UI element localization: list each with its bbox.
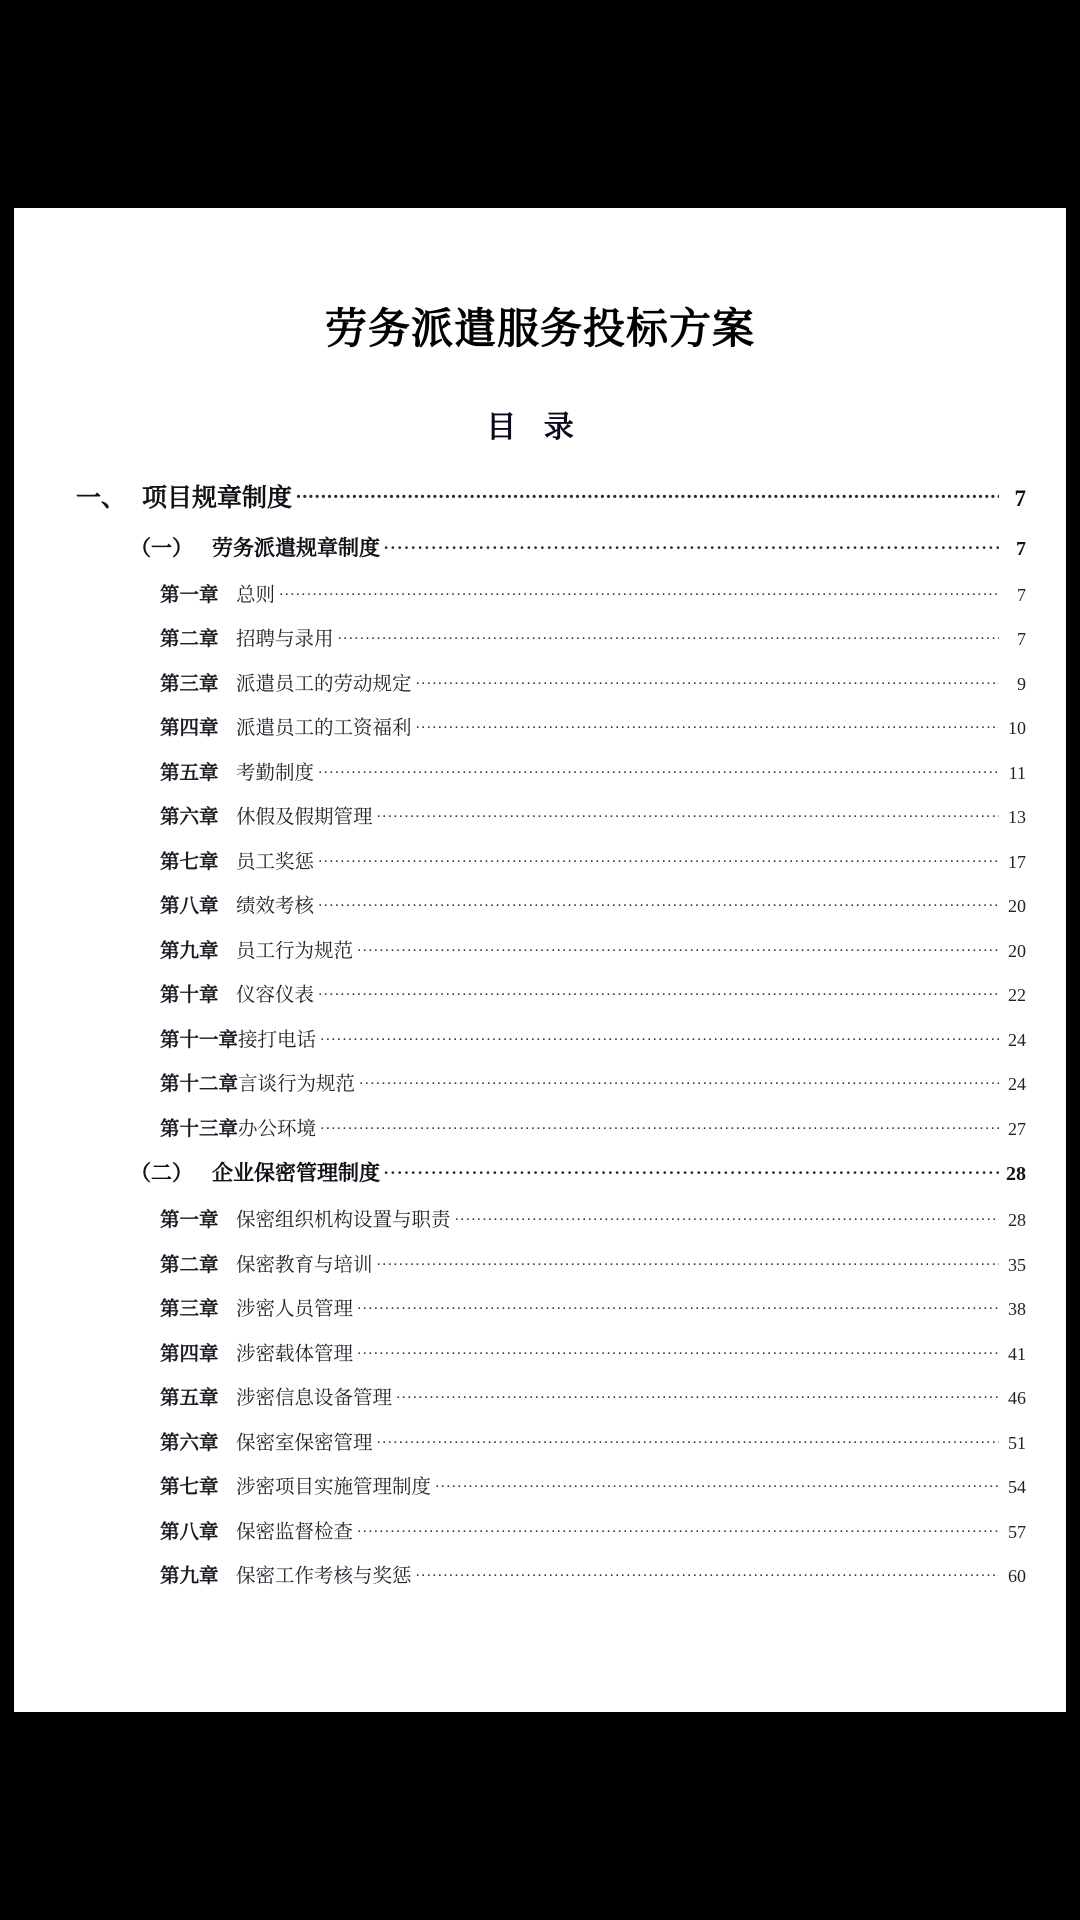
toc-leader-dots <box>384 534 999 555</box>
toc-entry-page-number: 35 <box>1008 1254 1026 1275</box>
toc-entry-number: 第八章 <box>160 1520 219 1543</box>
toc-leader-dots <box>318 982 999 1002</box>
toc-entry-label: 保密工作考核与奖惩 <box>236 1565 412 1588</box>
toc-leader-dots <box>416 670 999 690</box>
toc-entry-page-number: 24 <box>1008 1074 1026 1095</box>
toc-leader-dots <box>318 848 999 868</box>
page-title: 劳务派遣服务投标方案 <box>324 305 755 352</box>
toc-entry-label: 休假及假期管理 <box>236 806 373 829</box>
toc-entry-level-3[interactable] <box>54 935 1026 963</box>
toc-entry-page-number: 38 <box>1008 1299 1026 1320</box>
toc-entry-page-number: 7 <box>1017 584 1026 605</box>
toc-entry-level-3[interactable] <box>54 1427 1026 1455</box>
toc-entry-page-number: 51 <box>1008 1432 1026 1453</box>
table-of-contents-heading: 目 录 <box>486 410 584 444</box>
toc-leader-dots <box>296 481 999 506</box>
toc-entry-label: 涉密载体管理 <box>236 1342 354 1365</box>
toc-entry-page-number: 20 <box>1008 896 1026 917</box>
toc-entry-level-3[interactable] <box>54 1024 1026 1052</box>
toc-entry-number: 第五章 <box>160 761 219 784</box>
toc-entry-level-2[interactable] <box>54 532 1026 562</box>
toc-entry-page-number: 54 <box>1008 1477 1026 1498</box>
toc-leader-dots <box>357 1296 999 1316</box>
toc-entry-page-number: 7 <box>1014 485 1026 511</box>
toc-entry-page-number: 57 <box>1008 1521 1026 1542</box>
toc-entry-label: 保密室保密管理 <box>236 1431 373 1454</box>
toc-entry-level-3[interactable] <box>54 1382 1026 1410</box>
toc-entry-label: 劳务派遣规章制度 <box>212 535 380 560</box>
toc-entry-page-number: 20 <box>1008 940 1026 961</box>
toc-entry-page-number: 27 <box>1008 1118 1026 1139</box>
toc-leader-dots <box>377 1251 999 1271</box>
toc-entry-level-3[interactable] <box>54 1113 1026 1141</box>
toc-entry-level-2[interactable] <box>54 1157 1026 1187</box>
toc-leader-dots <box>396 1385 999 1405</box>
toc-entry-level-3[interactable] <box>54 1560 1026 1588</box>
toc-entry-level-3[interactable] <box>54 979 1026 1007</box>
toc-leader-dots <box>416 1563 999 1583</box>
toc-leader-dots <box>318 893 999 913</box>
toc-entry-number: 第九章 <box>160 939 219 962</box>
page-content <box>14 208 1066 1712</box>
toc-entry-number: 第三章 <box>160 1298 219 1321</box>
toc-entry-level-3[interactable] <box>54 757 1026 785</box>
toc-entry-number: 第一章 <box>160 1209 219 1232</box>
toc-leader-dots <box>359 1071 999 1091</box>
toc-entry-level-3[interactable] <box>54 712 1026 740</box>
toc-leader-dots <box>357 1518 999 1538</box>
toc-leader-dots <box>435 1474 999 1494</box>
toc-leader-dots <box>279 581 999 601</box>
toc-entry-level-3[interactable] <box>54 623 1026 651</box>
toc-entry-page-number: 11 <box>1008 762 1026 783</box>
toc-entry-level-3[interactable] <box>54 579 1026 607</box>
toc-entry-number: 第四章 <box>160 1342 219 1365</box>
table-of-contents <box>54 446 1026 1589</box>
toc-leader-dots <box>357 1340 999 1360</box>
toc-entry-label: 派遣员工的劳动规定 <box>236 672 412 695</box>
toc-leader-dots <box>377 1429 999 1449</box>
toc-entry-level-3[interactable] <box>54 668 1026 696</box>
toc-entry-label: 涉密人员管理 <box>236 1298 354 1321</box>
toc-entry-number: （二） <box>130 1161 193 1186</box>
toc-entry-label: 接打电话 <box>238 1028 317 1051</box>
toc-leader-dots <box>455 1207 999 1227</box>
toc-entry-level-3[interactable] <box>54 1068 1026 1096</box>
toc-leader-dots <box>377 804 999 824</box>
toc-entry-label: 招聘与录用 <box>236 628 334 651</box>
toc-leader-dots <box>318 759 999 779</box>
toc-entry-number: 一、 <box>76 484 127 512</box>
toc-entry-number: 第一章 <box>160 583 219 606</box>
toc-entry-label: 派遣员工的工资福利 <box>236 717 412 740</box>
toc-entry-number: 第二章 <box>160 1253 219 1276</box>
toc-entry-label: 员工奖惩 <box>236 850 315 873</box>
toc-entry-number: 第二章 <box>160 628 219 651</box>
toc-entry-level-3[interactable] <box>54 846 1026 874</box>
toc-entry-label: 项目规章制度 <box>142 484 293 512</box>
toc-leader-dots <box>357 937 999 957</box>
toc-entry-level-3[interactable] <box>54 1516 1026 1544</box>
toc-entry-label: 仪容仪表 <box>236 984 315 1007</box>
toc-entry-page-number: 17 <box>1008 851 1026 872</box>
toc-entry-level-3[interactable] <box>54 1471 1026 1499</box>
toc-entry-label: 办公环境 <box>238 1117 317 1140</box>
toc-entry-label: 保密监督检查 <box>236 1520 354 1543</box>
toc-leader-dots <box>416 715 999 735</box>
toc-leader-dots <box>338 626 999 646</box>
toc-entry-number: 第五章 <box>160 1387 219 1410</box>
toc-entry-page-number: 24 <box>1008 1029 1026 1050</box>
toc-entry-level-3[interactable] <box>54 1338 1026 1366</box>
toc-entry-number: 第七章 <box>160 850 219 873</box>
toc-entry-label: 涉密信息设备管理 <box>236 1387 393 1410</box>
toc-entry-label: 保密组织机构设置与职责 <box>236 1209 451 1232</box>
toc-entry-label: 保密教育与培训 <box>236 1253 373 1276</box>
toc-entry-page-number: 22 <box>1008 985 1026 1006</box>
toc-entry-page-number: 41 <box>1008 1343 1026 1364</box>
toc-entry-number: （一） <box>130 535 193 560</box>
toc-entry-page-number: 13 <box>1008 807 1026 828</box>
toc-entry-page-number: 46 <box>1008 1388 1026 1409</box>
toc-entry-level-3[interactable] <box>54 801 1026 829</box>
toc-entry-page-number: 7 <box>1016 537 1026 560</box>
toc-entry-number: 第七章 <box>160 1476 219 1499</box>
toc-entry-page-number: 10 <box>1008 718 1026 739</box>
toc-entry-label: 考勤制度 <box>236 761 315 784</box>
toc-entry-number: 第四章 <box>160 717 219 740</box>
toc-entry-number: 第十二章 <box>160 1073 239 1096</box>
toc-entry-page-number: 7 <box>1017 629 1026 650</box>
document-page <box>14 208 1066 1712</box>
toc-entry-label: 员工行为规范 <box>236 939 354 962</box>
toc-entry-number: 第十三章 <box>160 1117 239 1140</box>
toc-entry-label: 总则 <box>236 583 276 606</box>
toc-entry-number: 第六章 <box>160 806 219 829</box>
toc-entry-number: 第八章 <box>160 895 219 918</box>
toc-entry-level-3[interactable] <box>54 1249 1026 1277</box>
toc-entry-level-3[interactable] <box>54 1204 1026 1232</box>
toc-leader-dots <box>320 1115 999 1135</box>
toc-entry-page-number: 28 <box>1006 1163 1026 1186</box>
toc-entry-number: 第十一章 <box>160 1028 239 1051</box>
toc-entry-number: 第十章 <box>160 984 219 1007</box>
toc-entry-level-1[interactable] <box>54 478 1026 514</box>
toc-entry-number: 第九章 <box>160 1565 219 1588</box>
toc-entry-label: 言谈行为规范 <box>238 1073 356 1096</box>
toc-entry-level-3[interactable] <box>54 890 1026 918</box>
toc-entry-label: 绩效考核 <box>236 895 315 918</box>
toc-entry-page-number: 9 <box>1017 673 1026 694</box>
toc-entry-number: 第六章 <box>160 1431 219 1454</box>
toc-entry-page-number: 28 <box>1008 1210 1026 1231</box>
toc-entry-label: 企业保密管理制度 <box>212 1161 380 1186</box>
toc-leader-dots <box>320 1026 999 1046</box>
toc-entry-page-number: 60 <box>1008 1566 1026 1587</box>
toc-entry-label: 涉密项目实施管理制度 <box>236 1476 432 1499</box>
toc-leader-dots <box>384 1159 999 1180</box>
toc-entry-number: 第三章 <box>160 672 219 695</box>
toc-entry-level-3[interactable] <box>54 1293 1026 1321</box>
